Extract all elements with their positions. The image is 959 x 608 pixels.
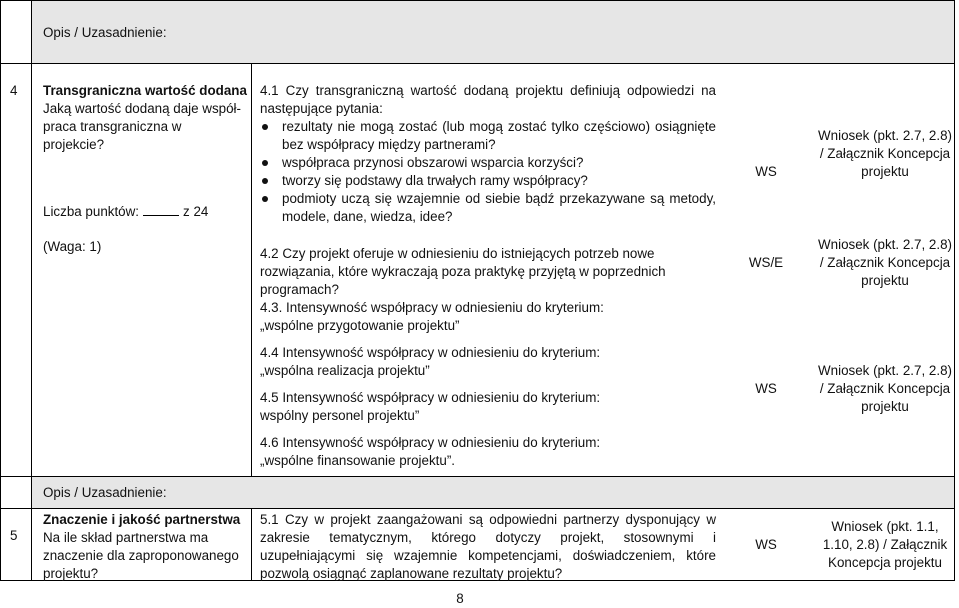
criterion-4-1-source: Wniosek (pkt. 2.7, 2.8) / Załącznik Koncepcja projektu xyxy=(818,128,952,179)
criterion-4-2-code: WS/E xyxy=(748,255,784,270)
rule xyxy=(251,508,252,580)
criterion-4-6-line1: 4.6 Intensywność współpracy w odniesieniu do kryterium: xyxy=(260,435,601,450)
criterion-4-3-line2: „wspólne przygotowanie projektu” xyxy=(260,318,460,333)
section5-header-label: Opis / Uzasadnienie: xyxy=(43,485,167,500)
rule xyxy=(0,0,1,580)
list-item: rezultaty nie mogą zostać (lub mogą zostać tylko częściowo) osiągnięte bez współpracy między partnerami? xyxy=(260,118,716,154)
criterion-4-5-line2: wspólny personel projektu” xyxy=(260,408,420,423)
section4-header-band xyxy=(31,0,955,63)
rule xyxy=(0,63,955,64)
intensity-source: Wniosek (pkt. 2.7, 2.8) / Załącznik Koncepcja projektu xyxy=(818,363,952,414)
criterion-4-2-intro: 4.2 Czy projekt oferuje w odniesieniu do istniejących potrzeb nowe rozwiązania, które wykraczają poza praktykę przyjętą w poprzednich programach? xyxy=(260,246,666,297)
rule xyxy=(0,508,955,509)
list-item: współpraca przynosi obszarowi wsparcia korzyści? xyxy=(260,154,716,172)
section5-title: Znaczenie i jakość partnerstwa xyxy=(43,512,241,527)
criterion-5-1-code: WS xyxy=(755,537,777,552)
intensity-code: WS xyxy=(755,381,777,396)
criterion-5-1-source: Wniosek (pkt. 1.1, 1.10, 2.8) / Załącznik Koncepcja projektu xyxy=(822,519,948,570)
section4-title: Transgraniczna wartość dodana xyxy=(43,83,247,98)
section4-weight: (Waga: 1) xyxy=(43,239,102,254)
criterion-4-4-line1: 4.4 Intensywność współpracy w odniesieniu do kryterium: xyxy=(260,345,601,360)
criterion-4-1-code: WS xyxy=(755,164,777,179)
section4-number: 4 xyxy=(10,83,18,98)
rule xyxy=(251,63,252,476)
points-blank[interactable] xyxy=(143,203,179,216)
section5-number: 5 xyxy=(10,528,18,543)
rule xyxy=(0,0,955,1)
section4-header-label: Opis / Uzasadnienie: xyxy=(43,25,167,40)
bullet-icon xyxy=(262,178,268,184)
criterion-4-2-source: Wniosek (pkt. 2.7, 2.8) / Załącznik Koncepcja projektu xyxy=(818,237,952,288)
bullet-icon xyxy=(262,196,268,202)
criterion-4-6-line2: „wspólne finansowanie projektu”. xyxy=(260,453,456,468)
points-label: Liczba punktów: xyxy=(43,204,140,219)
section5-header-band xyxy=(31,476,955,508)
criterion-4-1-intro: 4.1 Czy transgraniczną wartość dodaną projektu definiują odpowiedzi na następujące pytania: xyxy=(260,83,716,116)
section4-question: Jaką wartość dodaną daje współ-praca transgraniczna w projekcie? xyxy=(43,101,241,152)
section5-question: Na ile skład partnerstwa ma znaczenie dla zaproponowanego projektu? xyxy=(43,530,239,581)
criterion-4-1-bullets xyxy=(260,118,716,226)
rule xyxy=(0,476,955,477)
list-item: tworzy się podstawy dla trwałych ramy współpracy? xyxy=(260,172,716,190)
bullet-icon xyxy=(262,124,268,130)
rule xyxy=(954,0,955,580)
criterion-4-5-line1: 4.5 Intensywność współpracy w odniesieniu do kryterium: xyxy=(260,390,601,405)
page-number: 8 xyxy=(456,591,464,606)
criterion-4-3-line1: 4.3. Intensywność współpracy w odniesieniu do kryterium: xyxy=(260,300,604,315)
section4-points xyxy=(43,203,208,221)
list-item: podmioty uczą się wzajemnie od siebie bądź przekazywane są metody, modele, dane, wiedza, idee? xyxy=(260,190,716,226)
bullet-icon xyxy=(262,160,268,166)
criterion-4-4-line2: „wspólna realizacja projektu” xyxy=(260,363,430,378)
rule xyxy=(31,0,32,580)
criterion-5-1: 5.1 Czy w projekt zaangażowani są odpowiedni partnerzy dysponujący w zakresie tematycznym, którego dotyczy projekt, stosownymi i uzupełniającymi się wzajemnie kompetencjami, doświadczeniem, które pozwolą osiągnąć zaplanowane rezultaty projektu? xyxy=(260,512,716,581)
points-max: z 24 xyxy=(183,204,209,219)
